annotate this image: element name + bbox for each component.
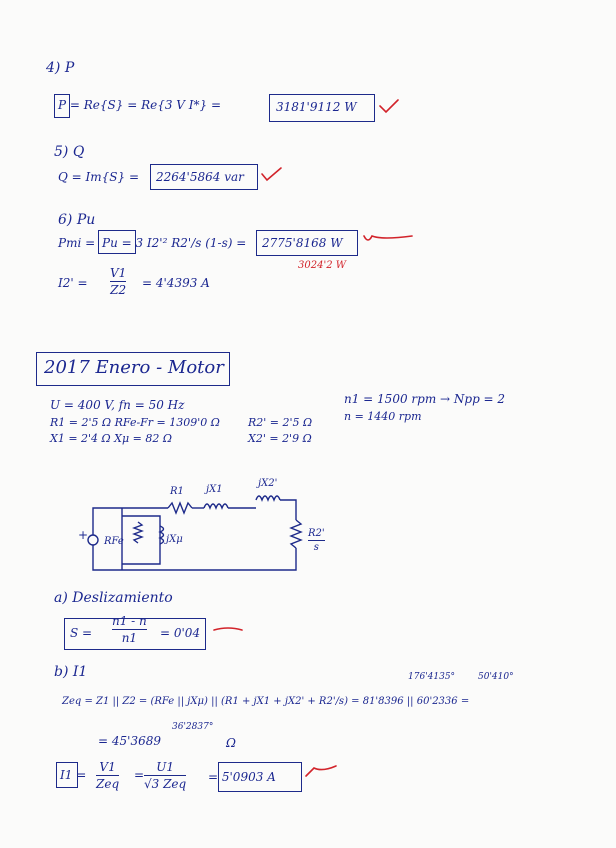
zeq-unit: Ω <box>226 736 236 750</box>
check-mark-icon <box>262 168 281 180</box>
i1-result: = 5'0903 A <box>208 770 276 784</box>
param-mid-1: X2' = 2'9 Ω <box>248 432 312 445</box>
problem-title: 2017 Enero - Motor <box>44 357 224 378</box>
resistor-r2s-icon <box>291 520 301 548</box>
heading-pu: 6) Pu <box>58 212 96 228</box>
i2-fraction <box>110 266 126 297</box>
resistor-rfe-icon <box>134 522 142 543</box>
i1-fraction-2 <box>144 760 186 791</box>
inductor-x2-icon <box>256 496 280 500</box>
part-a-heading: a) Deslizamiento <box>54 590 173 606</box>
circuit-plus: + <box>78 528 89 542</box>
part-a-result: = 0'04 <box>160 626 201 640</box>
zeq-result: = 45'3689 <box>98 734 161 748</box>
inductor-x1-icon <box>204 504 228 508</box>
check-mark-icon <box>214 628 242 630</box>
part-a-numerator: n1 - n <box>112 614 147 628</box>
wire <box>280 500 296 520</box>
fraction-bar <box>110 281 126 282</box>
check-mark-icon <box>380 100 398 112</box>
i2-numerator: V1 <box>110 266 127 280</box>
i1-fraction-1 <box>96 760 119 791</box>
i2-denominator: Z2 <box>110 283 127 297</box>
part-a-denominator: n1 <box>121 631 138 645</box>
i2-label: I2' = <box>58 276 88 290</box>
i1-denominator-1: Zeq <box>96 777 120 791</box>
param-left-0: U = 400 V, fn = 50 Hz <box>50 398 185 412</box>
i1-equals: = <box>134 768 145 782</box>
part-b-note-1: 176'4135° <box>408 672 456 682</box>
zeq-line: Zeq = Z1 || Z2 = (RFe || jXμ) || (R1 + jX1 + jX2' + R2'/s) = 81'8396 || 60'2336 = <box>62 696 470 707</box>
i1-numerator-2: U1 <box>156 760 174 774</box>
q-formula: Q = Im{S} = <box>58 170 139 184</box>
circuit-label-x2: jX2' <box>258 478 278 489</box>
p-formula: P = Re{S} = Re{3 V I*} = <box>58 98 222 112</box>
param-right-0: n1 = 1500 rpm → Npp = 2 <box>344 392 506 406</box>
fraction-bar <box>308 540 325 541</box>
circuit-label-rfe: RFe <box>104 536 124 547</box>
part-b-heading: b) I1 <box>54 664 88 680</box>
voltage-source-icon <box>88 535 98 545</box>
i1-numerator-1: V1 <box>99 760 116 774</box>
resistor-r1-icon <box>168 503 192 513</box>
pu-result: 2775'8168 W <box>262 236 343 250</box>
fraction-bar <box>112 629 147 630</box>
i2-result: = 4'4393 A <box>142 276 210 290</box>
circuit-label-r1: R1 <box>170 486 184 497</box>
pu-formula: Pu = 3 I2'² R2'/s (1-s) = <box>102 236 247 250</box>
pmi-label: Pmi = <box>58 236 96 250</box>
part-b-note-2: 50'410° <box>478 672 514 682</box>
wire <box>93 545 296 570</box>
pu-correction: 3024'2 W <box>298 260 347 271</box>
r2-numerator: R2' <box>308 528 325 539</box>
fraction-bar <box>96 775 119 776</box>
p-result: 3181'9112 W <box>276 100 357 114</box>
r2-denominator: s <box>313 542 319 553</box>
zeq-angle: 36'2837° <box>172 722 214 732</box>
part-a-label: S = <box>70 626 93 640</box>
check-mark-icon <box>306 766 336 776</box>
heading-p: 4) P <box>46 60 75 76</box>
check-mark-icon <box>364 236 412 240</box>
param-left-2: X1 = 2'4 Ω Xμ = 82 Ω <box>50 432 172 445</box>
i1-denominator-2: √3 Zeq <box>144 777 187 791</box>
param-right-1: n = 1440 rpm <box>344 410 422 423</box>
part-a-fraction <box>112 614 147 645</box>
heading-q: 5) Q <box>54 144 85 160</box>
param-mid-0: R2' = 2'5 Ω <box>248 416 313 429</box>
wire <box>122 516 160 564</box>
circuit-label-r2s <box>308 528 325 553</box>
circuit-label-x1: jX1 <box>206 484 223 495</box>
wire <box>93 508 168 535</box>
param-left-1: R1 = 2'5 Ω RFe-Fr = 1309'0 Ω <box>50 416 220 429</box>
inductor-xmu-icon <box>160 526 164 544</box>
q-result: 2264'5864 var <box>156 170 244 184</box>
fraction-bar <box>144 775 186 776</box>
i1-label: I1 = <box>60 768 87 782</box>
circuit-label-xmu: jXμ <box>166 534 183 545</box>
